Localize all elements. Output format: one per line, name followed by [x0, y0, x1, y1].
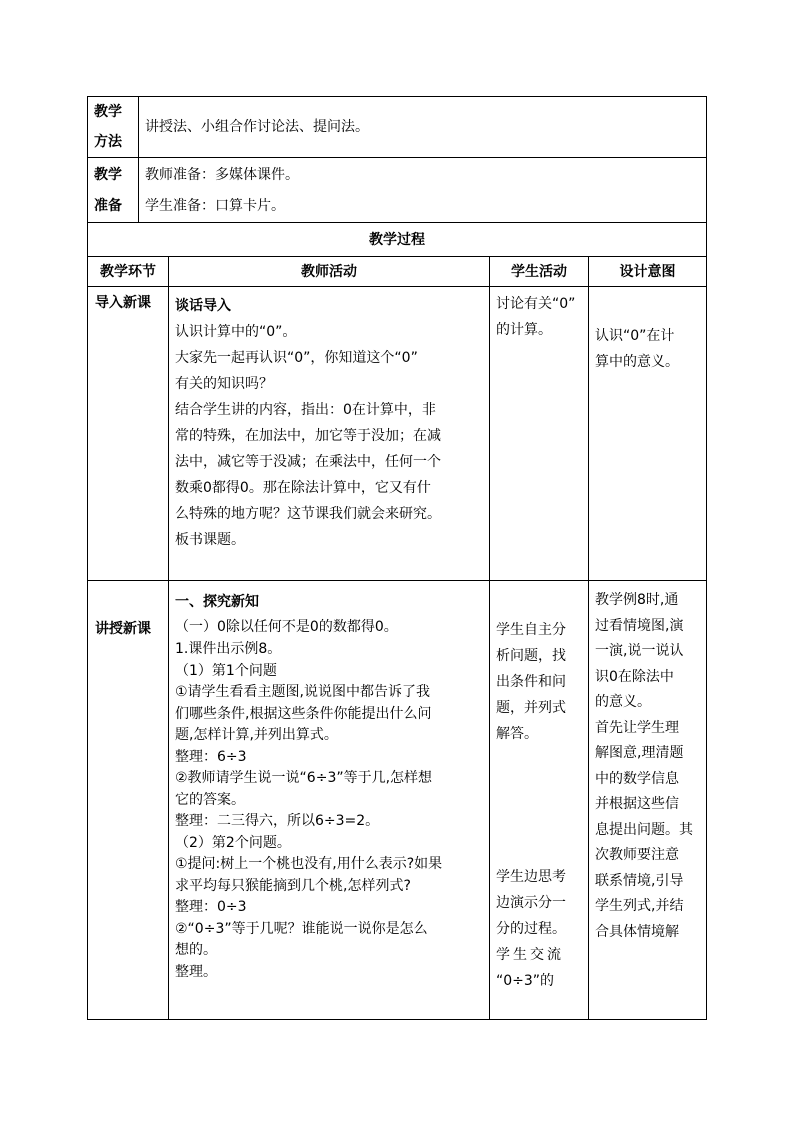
lecture-teacher-line: ②“0÷3”等于几呢？谁能说一说你是怎么 [175, 920, 428, 937]
process-title: 教学过程 [369, 232, 425, 248]
lecture-teacher-text [175, 589, 442, 983]
lecture-teacher-cell [168, 580, 490, 1020]
lecture-teacher-line: ①提问:树上一个桃也没有,用什么表示?如果 [175, 856, 443, 872]
process-title-cell [87, 222, 707, 257]
intro-teacher-line: 认识计算中的“0”。 [175, 324, 297, 340]
lecture-teacher-line: 整理：0÷3 [175, 899, 247, 915]
intro-step: 导入新课 [95, 295, 151, 311]
lecture-design-line: 教学例8时,通 [595, 592, 679, 608]
lecture-teacher-line: （一）0除以任何不是0的数都得0。 [175, 619, 398, 635]
method-label-cell [87, 96, 139, 158]
intro-teacher-line: 谈话导入 [175, 298, 231, 314]
lecture-student-line: “0÷3”的 [496, 973, 555, 989]
method-label-line2: 方法 [94, 134, 122, 150]
lecture-design-line: 合具体情境解 [595, 923, 679, 940]
prep-teacher: 教师准备：多媒体课件。 [145, 167, 299, 183]
intro-teacher-line: 有关的知识吗？ [175, 376, 273, 392]
lecture-teacher-line: ②教师请学生说一说“6÷3”等于几,怎样想 [175, 770, 433, 786]
lecture-student-text-group1 [496, 617, 566, 747]
intro-design-text [595, 323, 679, 375]
method-label-line1: 教学 [94, 104, 122, 120]
header-teacher-cell [168, 256, 490, 287]
lecture-teacher-line: 它的答案。 [175, 791, 245, 808]
intro-teacher-text [175, 293, 441, 553]
lecture-step: 讲授新课 [95, 621, 151, 637]
lecture-student-line: 解答。 [496, 726, 538, 742]
intro-design-line: 认识“0”在计 [595, 328, 675, 344]
intro-student-line: 讨论有关“0” [496, 296, 576, 312]
lecture-design-line: 识0在除法中 [595, 668, 674, 685]
prep-student: 学生准备：口算卡片。 [145, 198, 285, 214]
lecture-design-text [595, 588, 693, 945]
prep-label-line2: 准备 [94, 198, 122, 214]
lecture-design-line: 学生列式,并结 [595, 898, 684, 914]
lecture-student-line: 学生边思考 [496, 869, 566, 885]
intro-design-line: 算中的意义。 [595, 354, 679, 370]
lecture-design-line: 中的数学信息 [595, 770, 679, 787]
header-design: 设计意图 [619, 264, 676, 280]
lecture-teacher-line: 求平均每只猴能摘到几个桃,怎样列式? [175, 877, 411, 894]
lecture-student-cell [489, 580, 589, 1020]
intro-teacher-line: 法中，减它等于没减；在乘法中，任何一个 [175, 454, 441, 470]
lecture-teacher-line: （1）第1个问题 [175, 662, 277, 679]
lecture-teacher-line: 整理：6÷3 [175, 748, 247, 765]
prep-content-cell [138, 157, 707, 223]
method-content: 讲授法、小组合作讨论法、提问法。 [145, 119, 369, 135]
lecture-design-line: 过看情境图,演 [595, 617, 684, 634]
intro-teacher-cell [168, 286, 490, 581]
header-student-cell [489, 256, 589, 287]
lecture-teacher-line: 整理。 [175, 963, 217, 980]
intro-teacher-line: 板书课题。 [175, 532, 245, 548]
lecture-design-line: 的意义。 [595, 694, 651, 710]
prep-label-cell [87, 157, 139, 223]
lecture-teacher-line: 1.课件出示例8。 [175, 641, 282, 657]
lecture-design-line: 一演,说一说认 [595, 643, 684, 659]
lecture-student-line: 边演示分一 [496, 895, 566, 911]
lecture-student-line: 析问题，找 [496, 648, 566, 664]
method-content-cell [138, 96, 707, 158]
lecture-design-cell [588, 580, 707, 1020]
lecture-student-line: 出条件和问 [496, 674, 566, 690]
header-teacher: 教师活动 [301, 264, 357, 280]
header-design-cell [588, 256, 707, 287]
lecture-teacher-line: 题,怎样计算,并列出算式。 [175, 727, 338, 743]
intro-design-cell [588, 286, 707, 581]
lecture-teacher-line: 一、探究新知 [175, 594, 259, 610]
lecture-design-line: 并根据这些信 [595, 796, 679, 812]
intro-student-line: 的计算。 [496, 322, 552, 338]
lecture-teacher-line: ①请学生看看主题图,说说图中都告诉了我 [175, 684, 430, 700]
lecture-teacher-line: 整理：二三得六，所以6÷3=2。 [175, 813, 380, 829]
intro-step-cell [87, 286, 169, 581]
intro-teacher-line: 数乘0都得0。那在除法计算中，它又有什 [175, 480, 431, 496]
header-student: 学生活动 [511, 264, 567, 280]
header-step: 教学环节 [100, 264, 156, 280]
lecture-design-line: 解图意,理清题 [595, 745, 684, 761]
lecture-design-line: 次教师要注意 [595, 847, 679, 863]
lecture-student-line: 题，并列式 [496, 700, 566, 716]
intro-student-cell [489, 286, 589, 581]
intro-teacher-line: 么特殊的地方呢？这节课我们就会来研究。 [175, 506, 441, 522]
header-step-cell [87, 256, 169, 287]
lecture-student-line: 分的过程。 [496, 921, 566, 937]
lecture-student-line: 学生交流 [496, 947, 564, 963]
lecture-design-line: 首先让学生理 [595, 719, 679, 736]
lecture-design-line: 息提出问题。其 [595, 821, 693, 838]
prep-label-line1: 教学 [94, 167, 122, 183]
lecture-student-text-group2 [496, 864, 566, 994]
lecture-teacher-line: 们哪些条件,根据这些条件你能提出什么问 [175, 705, 432, 722]
lecture-design-line: 联系情境,引导 [595, 872, 684, 889]
intro-teacher-line: 常的特殊，在加法中，加它等于没加；在减 [175, 428, 441, 444]
intro-teacher-line: 大家先一起再认识“0”，你知道这个“0” [175, 350, 418, 366]
lecture-teacher-line: 想的。 [175, 942, 217, 958]
lecture-step-cell [87, 580, 169, 1020]
intro-teacher-line: 结合学生讲的内容，指出：0在计算中，非 [175, 402, 436, 418]
lecture-student-line: 学生自主分 [496, 622, 566, 638]
lecture-teacher-line: （2）第2个问题。 [175, 834, 291, 851]
intro-student-text [496, 291, 575, 343]
